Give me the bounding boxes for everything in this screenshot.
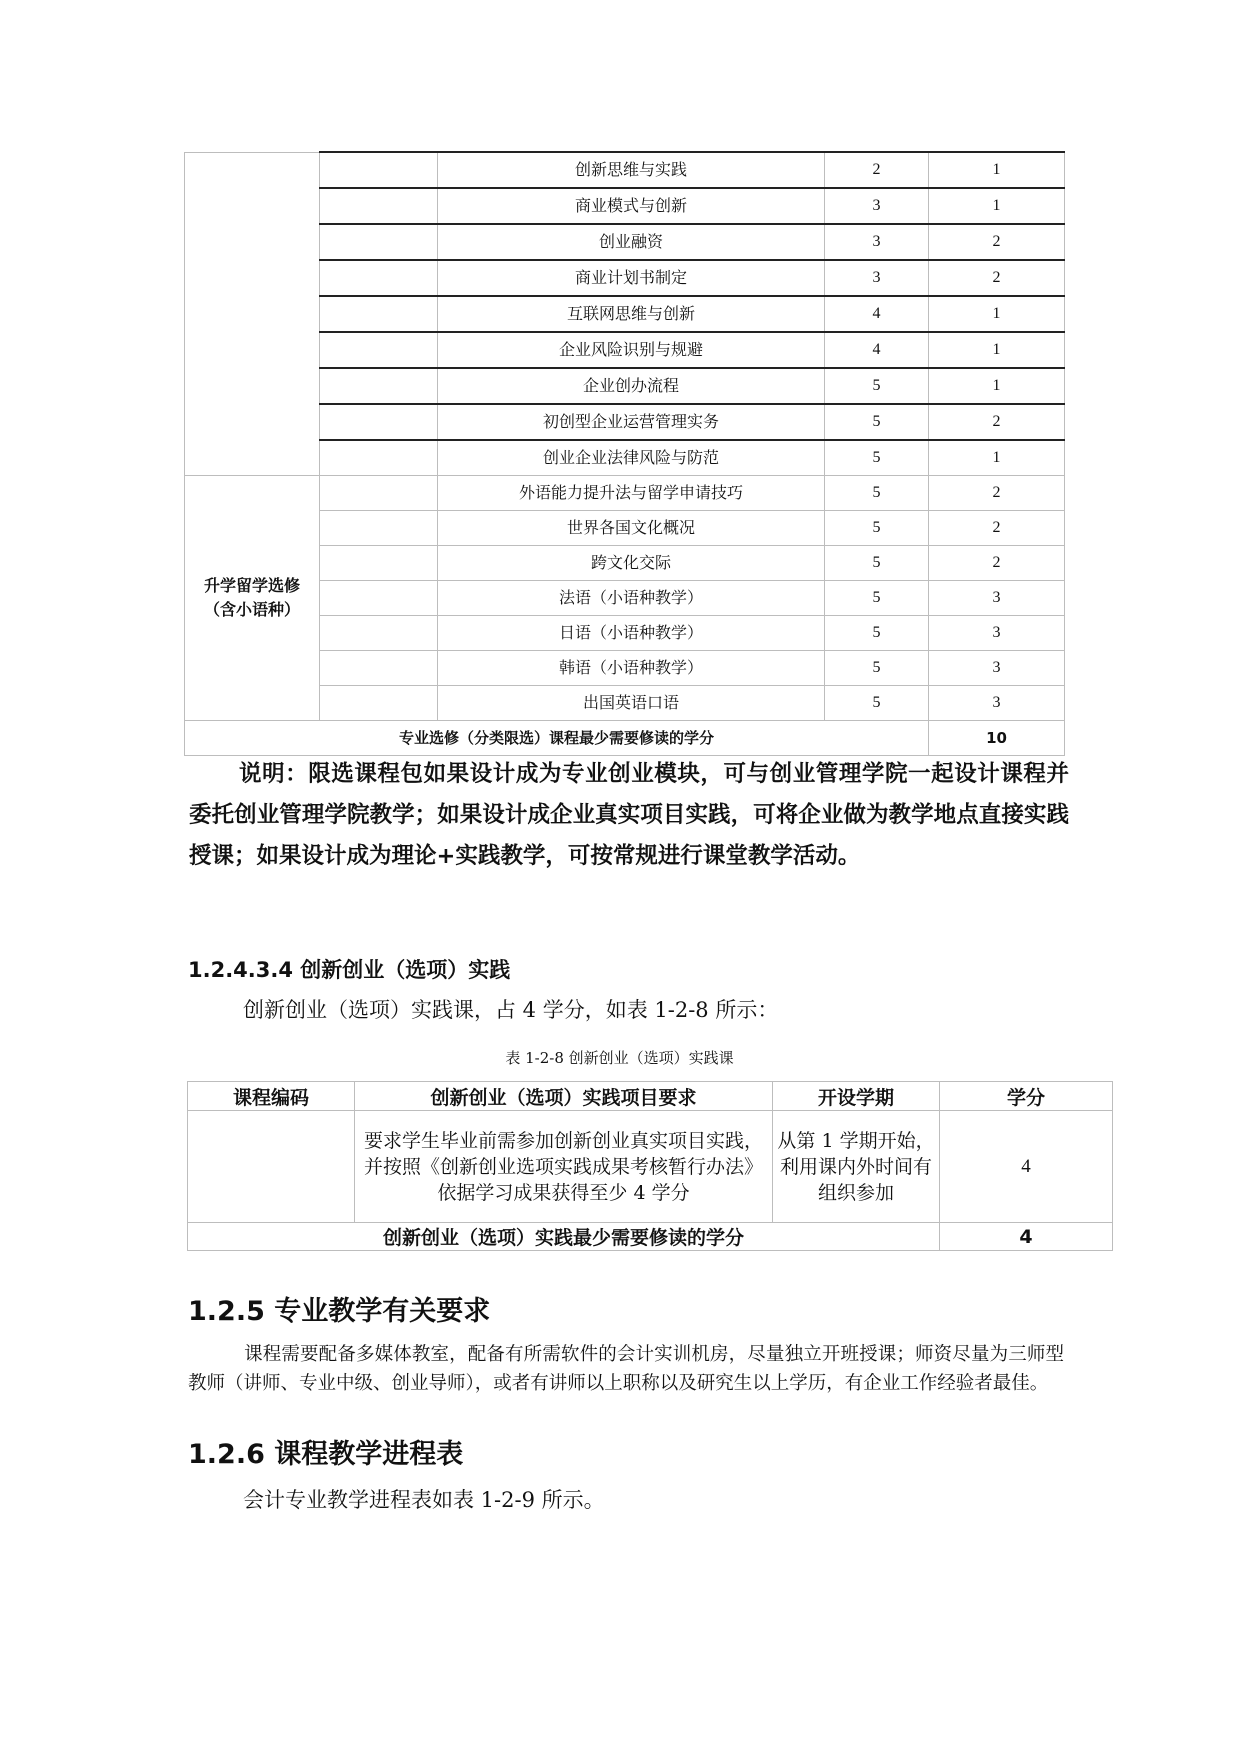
course-name-cell: 初创型企业运营管理实务 xyxy=(438,404,825,440)
table-total-row xyxy=(188,1223,1113,1251)
table-row xyxy=(185,476,1065,511)
course-code-cell xyxy=(320,152,438,188)
semester-cell: 4 xyxy=(825,332,929,368)
course-code-cell xyxy=(320,188,438,224)
section-intro: 创新创业（选项）实践课，占 4 学分，如表 1-2-8 所示： xyxy=(243,998,779,1022)
semester-cell: 5 xyxy=(825,476,929,511)
section-heading-1-2-5: 1.2.5 专业教学有关要求 xyxy=(188,1296,491,1327)
credit-cell: 2 xyxy=(929,476,1065,511)
section-1-2-6-paragraph: 会计专业教学进程表如表 1-2-9 所示。 xyxy=(243,1488,605,1512)
course-code-cell xyxy=(320,296,438,332)
semester-cell: 3 xyxy=(825,188,929,224)
course-name-cell: 企业风险识别与规避 xyxy=(438,332,825,368)
course-name-cell: 创业融资 xyxy=(438,224,825,260)
credit-cell: 1 xyxy=(929,368,1065,404)
course-name-cell: 创新思维与实践 xyxy=(438,152,825,188)
semester-cell: 5 xyxy=(825,511,929,546)
credit-cell: 1 xyxy=(929,188,1065,224)
elective-courses-table xyxy=(184,151,1065,756)
credit-cell: 2 xyxy=(929,260,1065,296)
section-1-2-5-paragraph xyxy=(188,1340,1064,1398)
credit-cell: 1 xyxy=(929,152,1065,188)
table-row xyxy=(188,1111,1113,1223)
semester-cell: 5 xyxy=(825,404,929,440)
credit-cell: 3 xyxy=(929,616,1065,651)
total-label: 专业选修（分类限选）课程最少需要修读的学分 xyxy=(185,721,929,756)
course-name-cell: 外语能力提升法与留学申请技巧 xyxy=(438,476,825,511)
course-code-cell xyxy=(320,651,438,686)
credit-cell: 1 xyxy=(929,440,1065,476)
course-code-cell xyxy=(320,511,438,546)
course-code-cell xyxy=(320,368,438,404)
table-total-row xyxy=(185,721,1065,756)
innovation-practice-table xyxy=(187,1081,1113,1251)
course-name-cell: 日语（小语种教学） xyxy=(438,616,825,651)
cell-semester: 从第 1 学期开始，利用课内外时间有组织参加 xyxy=(773,1111,940,1223)
course-name-cell: 企业创办流程 xyxy=(438,368,825,404)
course-name-cell: 韩语（小语种教学） xyxy=(438,651,825,686)
semester-cell: 5 xyxy=(825,616,929,651)
course-name-cell: 出国英语口语 xyxy=(438,686,825,721)
section-heading-1-2-6: 1.2.6 课程教学进程表 xyxy=(188,1439,464,1470)
category-cell xyxy=(185,152,320,476)
header-course-code: 课程编码 xyxy=(188,1082,355,1111)
cell-course-code xyxy=(188,1111,355,1223)
category-label: 升学留学选修（含小语种） xyxy=(203,576,300,619)
course-name-cell: 商业计划书制定 xyxy=(438,260,825,296)
course-name-cell: 跨文化交际 xyxy=(438,546,825,581)
semester-cell: 4 xyxy=(825,296,929,332)
cell-credit: 4 xyxy=(940,1111,1113,1223)
semester-cell: 3 xyxy=(825,224,929,260)
semester-cell: 5 xyxy=(825,440,929,476)
semester-cell: 5 xyxy=(825,368,929,404)
credit-cell: 3 xyxy=(929,581,1065,616)
course-code-cell xyxy=(320,404,438,440)
course-name-cell: 互联网思维与创新 xyxy=(438,296,825,332)
course-code-cell xyxy=(320,332,438,368)
course-code-cell xyxy=(320,686,438,721)
semester-cell: 5 xyxy=(825,581,929,616)
credit-cell: 2 xyxy=(929,511,1065,546)
semester-cell: 3 xyxy=(825,260,929,296)
cell-requirement: 要求学生毕业前需参加创新创业真实项目实践，并按照《创新创业选项实践成果考核暂行办法》依据学习成果获得至少 4 学分 xyxy=(355,1111,773,1223)
header-credit: 学分 xyxy=(940,1082,1113,1111)
credit-cell: 2 xyxy=(929,224,1065,260)
semester-cell: 5 xyxy=(825,651,929,686)
credit-cell: 3 xyxy=(929,686,1065,721)
course-code-cell xyxy=(320,440,438,476)
semester-cell: 2 xyxy=(825,152,929,188)
semester-cell: 5 xyxy=(825,546,929,581)
course-code-cell xyxy=(320,581,438,616)
course-name-cell: 创业企业法律风险与防范 xyxy=(438,440,825,476)
table-header-row xyxy=(188,1082,1113,1111)
credit-cell: 2 xyxy=(929,404,1065,440)
category-cell xyxy=(185,476,320,721)
course-code-cell xyxy=(320,546,438,581)
credit-cell: 1 xyxy=(929,296,1065,332)
header-requirement: 创新创业（选项）实践项目要求 xyxy=(355,1082,773,1111)
header-semester: 开设学期 xyxy=(773,1082,940,1111)
credit-cell: 3 xyxy=(929,651,1065,686)
total-value: 10 xyxy=(929,721,1065,756)
course-code-cell xyxy=(320,260,438,296)
paragraph-text: 课程需要配备多媒体教室，配备有所需软件的会计实训机房，尽量独立开班授课；师资尽量为三师型教师（讲师、专业中级、创业导师），或者有讲师以上职称以及研究生以上学历，有企业工作经验者最佳。 xyxy=(188,1344,1064,1394)
course-code-cell xyxy=(320,476,438,511)
table-caption: 表 1-2-8 创新创业（选项）实践课 xyxy=(505,1049,734,1067)
course-code-cell xyxy=(320,616,438,651)
course-name-cell: 商业模式与创新 xyxy=(438,188,825,224)
note-paragraph: 说明：限选课程包如果设计成为专业创业模块，可与创业管理学院一起设计课程并委托创业管理学院教学；如果设计成企业真实项目实践，可将企业做为教学地点直接实践授课；如果设计成为理论+实践教学，可按常规进行课堂教学活动。 xyxy=(189,761,1069,869)
total-label: 创新创业（选项）实践最少需要修读的学分 xyxy=(188,1223,940,1251)
semester-cell: 5 xyxy=(825,686,929,721)
course-name-cell: 世界各国文化概况 xyxy=(438,511,825,546)
credit-cell: 1 xyxy=(929,332,1065,368)
course-code-cell xyxy=(320,224,438,260)
course-name-cell: 法语（小语种教学） xyxy=(438,581,825,616)
table-row xyxy=(185,152,1065,188)
credit-cell: 2 xyxy=(929,546,1065,581)
section-heading-1-2-4-3-4: 1.2.4.3.4 创新创业（选项）实践 xyxy=(188,958,511,982)
total-value: 4 xyxy=(940,1223,1113,1251)
